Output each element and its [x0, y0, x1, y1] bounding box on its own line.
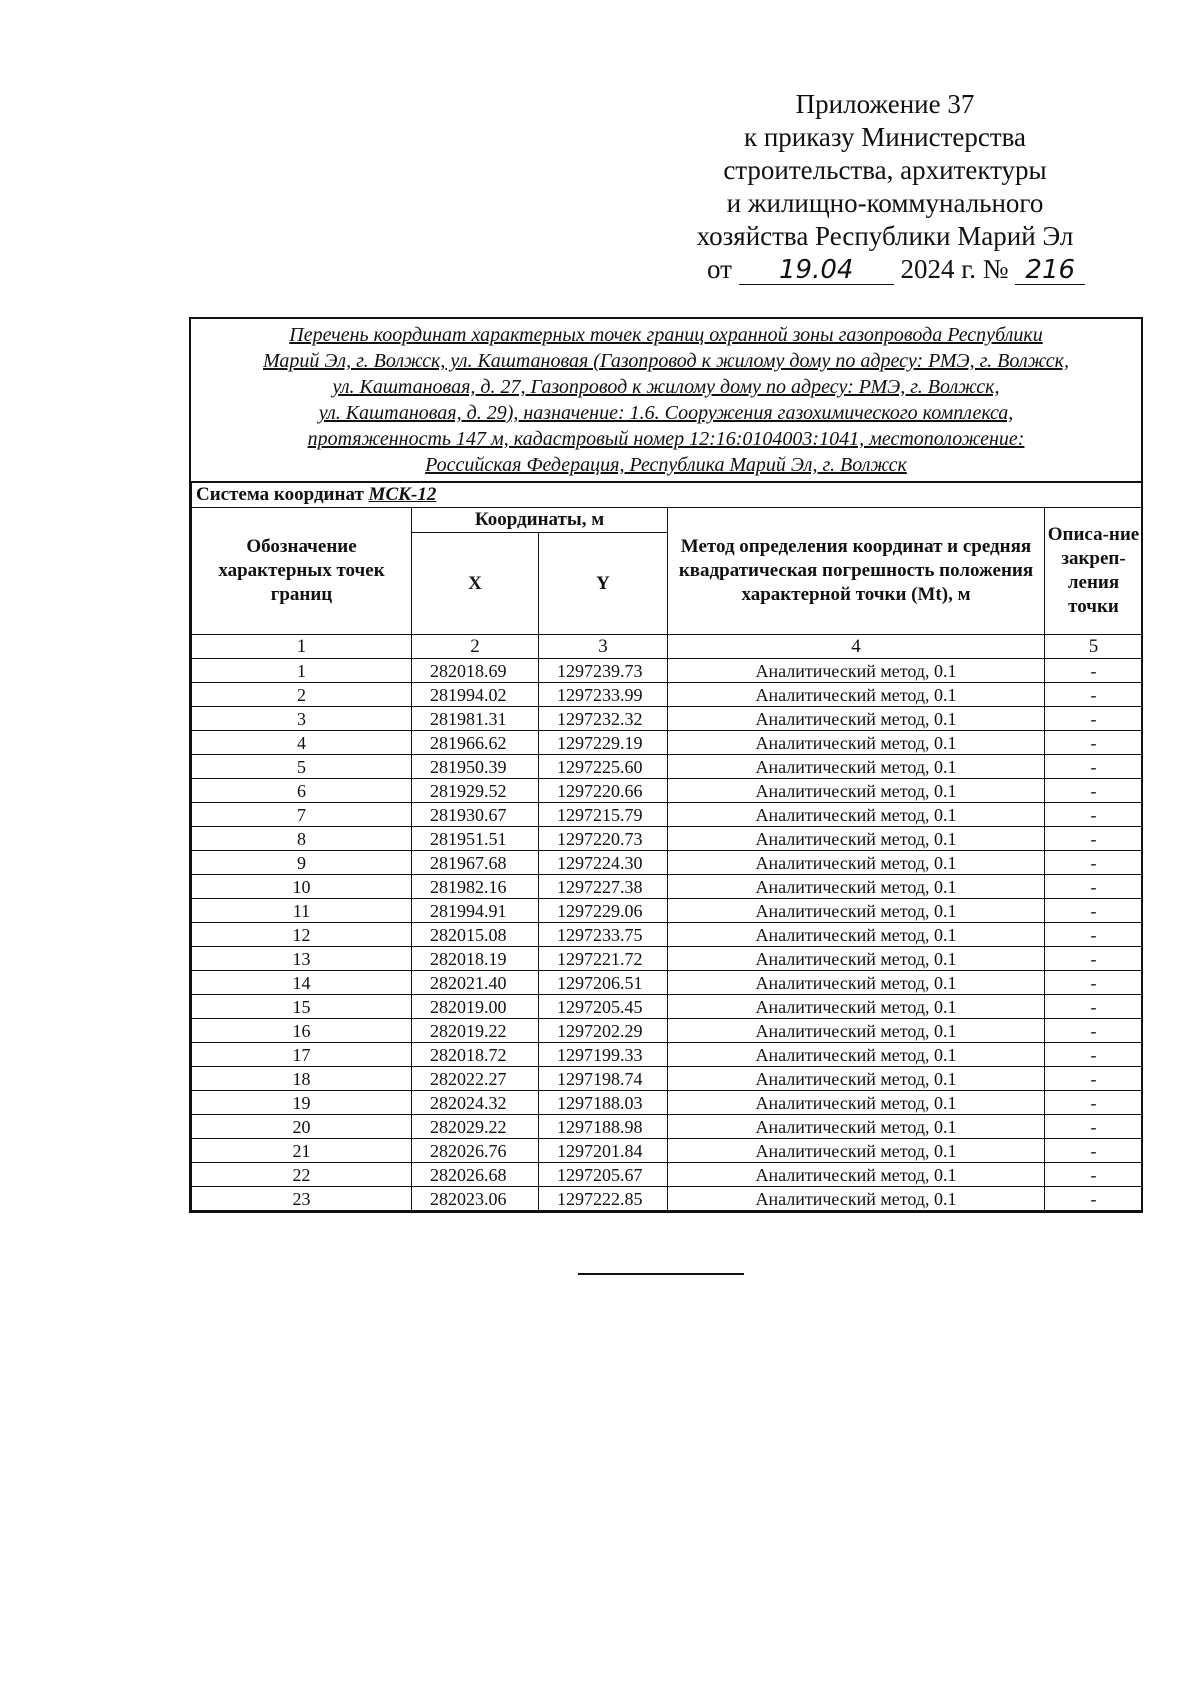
- cell-coord-x: 282019.00: [412, 995, 539, 1019]
- title-line: ул. Каштановая, д. 29), назначение: 1.6. Сооружения газохимического комплекса,: [318, 402, 1014, 424]
- cell-description: -: [1045, 755, 1143, 779]
- cell-coord-x: 281981.31: [412, 707, 539, 731]
- cell-coord-y: 1297229.19: [539, 731, 668, 755]
- col-header-point: Обозначение характерных точек границ: [192, 508, 412, 635]
- coordinates-document: [189, 317, 1143, 1213]
- cell-point-number: 2: [192, 683, 412, 707]
- cell-description: -: [1045, 1139, 1143, 1163]
- cell-coord-y: 1297205.67: [539, 1163, 668, 1187]
- header-line: строительства, архитектуры: [723, 155, 1047, 185]
- cell-description: -: [1045, 659, 1143, 683]
- coordinates-table: [191, 483, 1143, 1211]
- cell-point-number: 15: [192, 995, 412, 1019]
- cell-method: Аналитический метод, 0.1: [668, 1019, 1045, 1043]
- cell-coord-x: 282026.68: [412, 1163, 539, 1187]
- table-row: [192, 1187, 1143, 1211]
- cell-coord-y: 1297198.74: [539, 1067, 668, 1091]
- cell-coord-y: 1297222.85: [539, 1187, 668, 1211]
- cell-point-number: 23: [192, 1187, 412, 1211]
- cell-coord-y: 1297225.60: [539, 755, 668, 779]
- cell-coord-y: 1297233.75: [539, 923, 668, 947]
- cell-description: -: [1045, 1043, 1143, 1067]
- table-row: [192, 1115, 1143, 1139]
- cell-point-number: 12: [192, 923, 412, 947]
- table-row: [192, 899, 1143, 923]
- cell-coord-y: 1297221.72: [539, 947, 668, 971]
- cell-coord-y: 1297220.66: [539, 779, 668, 803]
- cell-coord-x: 281929.52: [412, 779, 539, 803]
- cell-method: Аналитический метод, 0.1: [668, 659, 1045, 683]
- table-header-row: [192, 508, 1143, 533]
- cell-coord-x: 281967.68: [412, 851, 539, 875]
- table-row: [192, 779, 1143, 803]
- cell-method: Аналитический метод, 0.1: [668, 899, 1045, 923]
- cell-description: -: [1045, 1019, 1143, 1043]
- cell-coord-y: 1297224.30: [539, 851, 668, 875]
- cell-description: -: [1045, 851, 1143, 875]
- year-label: 2024 г. №: [900, 254, 1009, 284]
- cell-coord-y: 1297232.32: [539, 707, 668, 731]
- title-line: протяженность 147 м, кадастровый номер 12:16:0104003:1041, местоположение:: [307, 428, 1025, 450]
- cell-coord-y: 1297229.06: [539, 899, 668, 923]
- table-row: [192, 755, 1143, 779]
- cell-coord-x: 282021.40: [412, 971, 539, 995]
- cell-coord-y: 1297206.51: [539, 971, 668, 995]
- cell-method: Аналитический метод, 0.1: [668, 1139, 1045, 1163]
- cell-coord-x: 281950.39: [412, 755, 539, 779]
- cell-coord-x: 282015.08: [412, 923, 539, 947]
- table-row: [192, 827, 1143, 851]
- cell-description: -: [1045, 947, 1143, 971]
- document-header: [650, 88, 1120, 286]
- cell-coord-y: 1297201.84: [539, 1139, 668, 1163]
- cell-method: Аналитический метод, 0.1: [668, 851, 1045, 875]
- cell-description: -: [1045, 875, 1143, 899]
- cell-coord-y: 1297199.33: [539, 1043, 668, 1067]
- cell-coord-x: 281930.67: [412, 803, 539, 827]
- col-header-x: X: [412, 533, 539, 635]
- cell-method: Аналитический метод, 0.1: [668, 707, 1045, 731]
- cell-coord-y: 1297188.98: [539, 1115, 668, 1139]
- col-header-description: Описа-ние закреп-ления точки: [1045, 508, 1143, 635]
- cell-point-number: 10: [192, 875, 412, 899]
- coordinate-system-row: [192, 483, 1143, 508]
- cell-coord-x: 281966.62: [412, 731, 539, 755]
- cell-description: -: [1045, 923, 1143, 947]
- header-line: и жилищно-коммунального: [726, 188, 1044, 218]
- header-line: к приказу Министерства: [743, 122, 1027, 152]
- cell-coord-x: 282023.06: [412, 1187, 539, 1211]
- table-row: [192, 1163, 1143, 1187]
- handwritten-order-number: 216: [1015, 256, 1085, 285]
- cell-point-number: 1: [192, 659, 412, 683]
- cell-coord-y: 1297205.45: [539, 995, 668, 1019]
- document-title: [191, 319, 1141, 483]
- coordinate-system-code: МСК-12: [368, 484, 437, 505]
- table-row: [192, 971, 1143, 995]
- cell-coord-x: 282018.69: [412, 659, 539, 683]
- cell-description: -: [1045, 827, 1143, 851]
- cell-method: Аналитический метод, 0.1: [668, 923, 1045, 947]
- cell-coord-y: 1297227.38: [539, 875, 668, 899]
- cell-point-number: 18: [192, 1067, 412, 1091]
- title-line: Российская Федерация, Республика Марий Эл, г. Волжск: [425, 454, 907, 476]
- cell-coord-x: 282018.72: [412, 1043, 539, 1067]
- title-line: ул. Каштановая, д. 27, Газопровод к жилому дому по адресу: РМЭ, г. Волжск,: [332, 376, 1000, 398]
- cell-method: Аналитический метод, 0.1: [668, 827, 1045, 851]
- cell-point-number: 9: [192, 851, 412, 875]
- coordinate-system-label: Система координат: [196, 484, 364, 505]
- cell-method: Аналитический метод, 0.1: [668, 1043, 1045, 1067]
- cell-description: -: [1045, 995, 1143, 1019]
- cell-point-number: 7: [192, 803, 412, 827]
- cell-description: -: [1045, 731, 1143, 755]
- cell-method: Аналитический метод, 0.1: [668, 947, 1045, 971]
- cell-point-number: 21: [192, 1139, 412, 1163]
- cell-point-number: 17: [192, 1043, 412, 1067]
- order-date-line: [650, 253, 1120, 286]
- cell-coord-x: 281994.91: [412, 899, 539, 923]
- column-number: 2: [412, 635, 539, 659]
- cell-coord-x: 282024.32: [412, 1091, 539, 1115]
- cell-point-number: 16: [192, 1019, 412, 1043]
- cell-coord-x: 281994.02: [412, 683, 539, 707]
- cell-description: -: [1045, 899, 1143, 923]
- cell-point-number: 22: [192, 1163, 412, 1187]
- cell-method: Аналитический метод, 0.1: [668, 779, 1045, 803]
- cell-point-number: 11: [192, 899, 412, 923]
- cell-method: Аналитический метод, 0.1: [668, 755, 1045, 779]
- table-row: [192, 1043, 1143, 1067]
- cell-method: Аналитический метод, 0.1: [668, 1067, 1045, 1091]
- cell-method: Аналитический метод, 0.1: [668, 1163, 1045, 1187]
- table-row: [192, 995, 1143, 1019]
- appendix-number: Приложение 37: [795, 89, 975, 119]
- cell-description: -: [1045, 683, 1143, 707]
- cell-method: Аналитический метод, 0.1: [668, 683, 1045, 707]
- col-header-method: Метод определения координат и средняя квадратическая погрешность положения характерной точки (Mt), м: [668, 508, 1045, 635]
- cell-method: Аналитический метод, 0.1: [668, 995, 1045, 1019]
- cell-coord-y: 1297233.99: [539, 683, 668, 707]
- table-row: [192, 659, 1143, 683]
- table-body: [192, 659, 1143, 1211]
- coordinate-system-cell: [192, 483, 1143, 508]
- table-row: [192, 683, 1143, 707]
- title-line: Марий Эл, г. Волжск, ул. Каштановая (Газопровод к жилому дому по адресу: РМЭ, г. Волжск,: [263, 350, 1069, 372]
- handwritten-date: 19.04: [739, 256, 894, 285]
- cell-description: -: [1045, 1163, 1143, 1187]
- cell-coord-x: 281982.16: [412, 875, 539, 899]
- table-row: [192, 1019, 1143, 1043]
- table-row: [192, 851, 1143, 875]
- end-divider: [578, 1273, 744, 1275]
- cell-description: -: [1045, 1115, 1143, 1139]
- cell-coord-y: 1297220.73: [539, 827, 668, 851]
- cell-description: -: [1045, 971, 1143, 995]
- cell-description: -: [1045, 707, 1143, 731]
- column-number: 1: [192, 635, 412, 659]
- cell-method: Аналитический метод, 0.1: [668, 1187, 1045, 1211]
- col-header-y: Y: [539, 533, 668, 635]
- table-row: [192, 947, 1143, 971]
- cell-point-number: 5: [192, 755, 412, 779]
- table-row: [192, 1067, 1143, 1091]
- table-row: [192, 1091, 1143, 1115]
- table-row: [192, 803, 1143, 827]
- cell-point-number: 4: [192, 731, 412, 755]
- cell-point-number: 14: [192, 971, 412, 995]
- cell-coord-x: 282029.22: [412, 1115, 539, 1139]
- cell-point-number: 19: [192, 1091, 412, 1115]
- table-row: [192, 875, 1143, 899]
- column-number: 5: [1045, 635, 1143, 659]
- table-row: [192, 923, 1143, 947]
- header-line: хозяйства Республики Марий Эл: [696, 221, 1074, 251]
- cell-coord-x: 282026.76: [412, 1139, 539, 1163]
- cell-method: Аналитический метод, 0.1: [668, 971, 1045, 995]
- cell-coord-y: 1297188.03: [539, 1091, 668, 1115]
- cell-point-number: 6: [192, 779, 412, 803]
- cell-description: -: [1045, 1187, 1143, 1211]
- cell-method: Аналитический метод, 0.1: [668, 731, 1045, 755]
- table-row: [192, 1139, 1143, 1163]
- cell-point-number: 20: [192, 1115, 412, 1139]
- cell-description: -: [1045, 1067, 1143, 1091]
- cell-coord-y: 1297239.73: [539, 659, 668, 683]
- cell-point-number: 8: [192, 827, 412, 851]
- column-number: 4: [668, 635, 1045, 659]
- from-label: от: [707, 254, 732, 284]
- cell-description: -: [1045, 803, 1143, 827]
- cell-point-number: 13: [192, 947, 412, 971]
- table-row: [192, 707, 1143, 731]
- cell-coord-y: 1297202.29: [539, 1019, 668, 1043]
- table-row: [192, 731, 1143, 755]
- col-header-coordinates: Координаты, м: [412, 508, 668, 533]
- column-number-row: [192, 635, 1143, 659]
- cell-point-number: 3: [192, 707, 412, 731]
- cell-coord-y: 1297215.79: [539, 803, 668, 827]
- cell-coord-x: 282022.27: [412, 1067, 539, 1091]
- cell-coord-x: 282019.22: [412, 1019, 539, 1043]
- cell-method: Аналитический метод, 0.1: [668, 1091, 1045, 1115]
- cell-method: Аналитический метод, 0.1: [668, 803, 1045, 827]
- cell-method: Аналитический метод, 0.1: [668, 875, 1045, 899]
- cell-method: Аналитический метод, 0.1: [668, 1115, 1045, 1139]
- cell-coord-x: 281951.51: [412, 827, 539, 851]
- title-line: Перечень координат характерных точек границ охранной зоны газопровода Республики: [289, 324, 1043, 346]
- cell-description: -: [1045, 1091, 1143, 1115]
- column-number: 3: [539, 635, 668, 659]
- cell-coord-x: 282018.19: [412, 947, 539, 971]
- cell-description: -: [1045, 779, 1143, 803]
